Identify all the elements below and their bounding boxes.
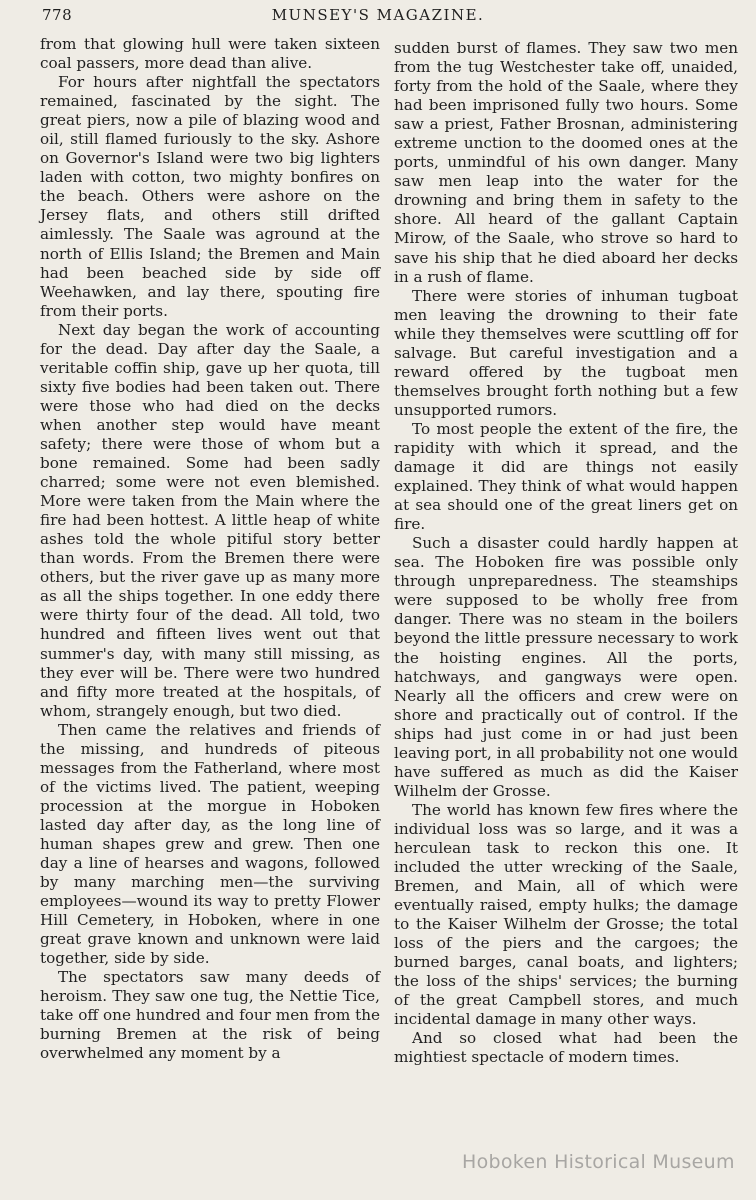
right-column [394,39,738,1068]
paragraph: To most people the extent of the fire, the rapidity with which it spread, and the damage it did are things not easily explained. They think of what would happen at sea should one of the great liners get on fire. [394,419,738,534]
paragraph: There were stories of inhuman tugboat men leaving the drowning to their fate while they themselves were scuttling off for salvage. But careful investigation and a reward offered by the tugboat men themselves brought forth nothing but a few unsupported rumors. [394,286,738,419]
paragraph: The spectators saw many deeds of heroism. They saw one tug, the Nettie Tice, take off one hundred and four men from the burning Bremen at the risk of being overwhelmed any moment by a [40,968,380,1063]
paragraph: Such a disaster could hardly happen at sea. The Hoboken fire was possible only through unpreparedness. The steamships were supposed to be wholly free from danger. There was no steam in the boilers beyond the little pressure necessary to work the hoisting engines. All the ports, hatchways, and gangways were open. Nearly all the officers and crew were on shore and practically out of control. If the ships had just come in or had just been leaving port, in all probability not one would have suffered as much as did the Kaiser Wilhelm der Grosse. [394,534,738,800]
page-number: 778 [42,6,73,24]
paragraph: from that glowing hull were taken sixteen coal passers, more dead than alive. [40,35,380,73]
paragraph: sudden burst of flames. They saw two men from the tug Westchester take off, unaided, forty from the hold of the Saale, where they had been imprisoned fully two hours. Some saw a priest, Father Brosnan, administering extreme unction to the doomed ones at the ports, unmindful of his own danger. Many saw men leap into the water for the drowning and bring them in safety to the shore. All heard of the gallant Captain Mirow, of the Saale, who strove so hard to save his ship that he died aboard her decks in a rush of flame. [394,39,738,286]
paragraph: Then came the relatives and friends of the missing, and hundreds of piteous messages from the Fatherland, where most of the victims lived. The patient, weeping procession at the morgue in Hoboken lasted day after day, as the long line of human shapes grew and grew. Then one day a line of hearses and wagons, followed by many marching men—the surviving employees—wound its way to pretty Flower Hill Cemetery, in Hoboken, where in one great grave known and unknown were laid together, side by side. [40,720,380,968]
paragraph: The world has known few fires where the individual loss was so large, and it was a herculean task to reckon this one. It included the utter wrecking of the Saale, Bremen, and Main, all of which were eventually raised, empty hulks; the damage to the Kaiser Wilhelm der Grosse; the total loss of the piers and the cargoes; the burned barges, canal boats, and lighters; the loss of the ships' services; the burning of the great Campbell stores, and much incidental damage in many other ways. [394,800,738,1029]
paragraph: And so closed what had been the mightiest spectacle of modern times. [394,1029,738,1067]
paragraph: Next day began the work of accounting for the dead. Day after day the Saale, a veritable coffin ship, gave up her quota, till sixty five bodies had been taken out. There were those who had died on the decks when another step would have meant safety; there were those of whom but a bone remained. Some had been sadly charred; some were not even blemished. More were taken from the Main where the fire had been hottest. A little heap of white ashes told the whole pitiful story better than words. From the Bremen there were others, but the river gave up as many more as all the ships together. In one eddy there were thirty four of the dead. All told, two hundred and fifteen lives went out that summer's day, with many still missing, as they ever will be. There were two hundred and fifty more treated at the hospitals, of whom, strangely enough, but two died. [40,320,380,720]
watermark: Hoboken Historical Museum [462,1151,735,1173]
running-title: MUNSEY'S MAGAZINE. [271,6,485,24]
paragraph: For hours after nightfall the spectators remained, fascinated by the sight. The great piers, now a pile of blazing wood and oil, still flamed furiously to the sky. Ashore on Governor's Island were two big lighters laden with cotton, two mighty bonfires on the beach. Others were ashore on the Jersey flats, and others still drifted aimlessly. The Saale was aground at the north of Ellis Island; the Bremen and Main had been beached side by side off Weehawken, and lay there, spouting fire from their ports. [40,73,380,320]
left-column [40,35,380,1064]
